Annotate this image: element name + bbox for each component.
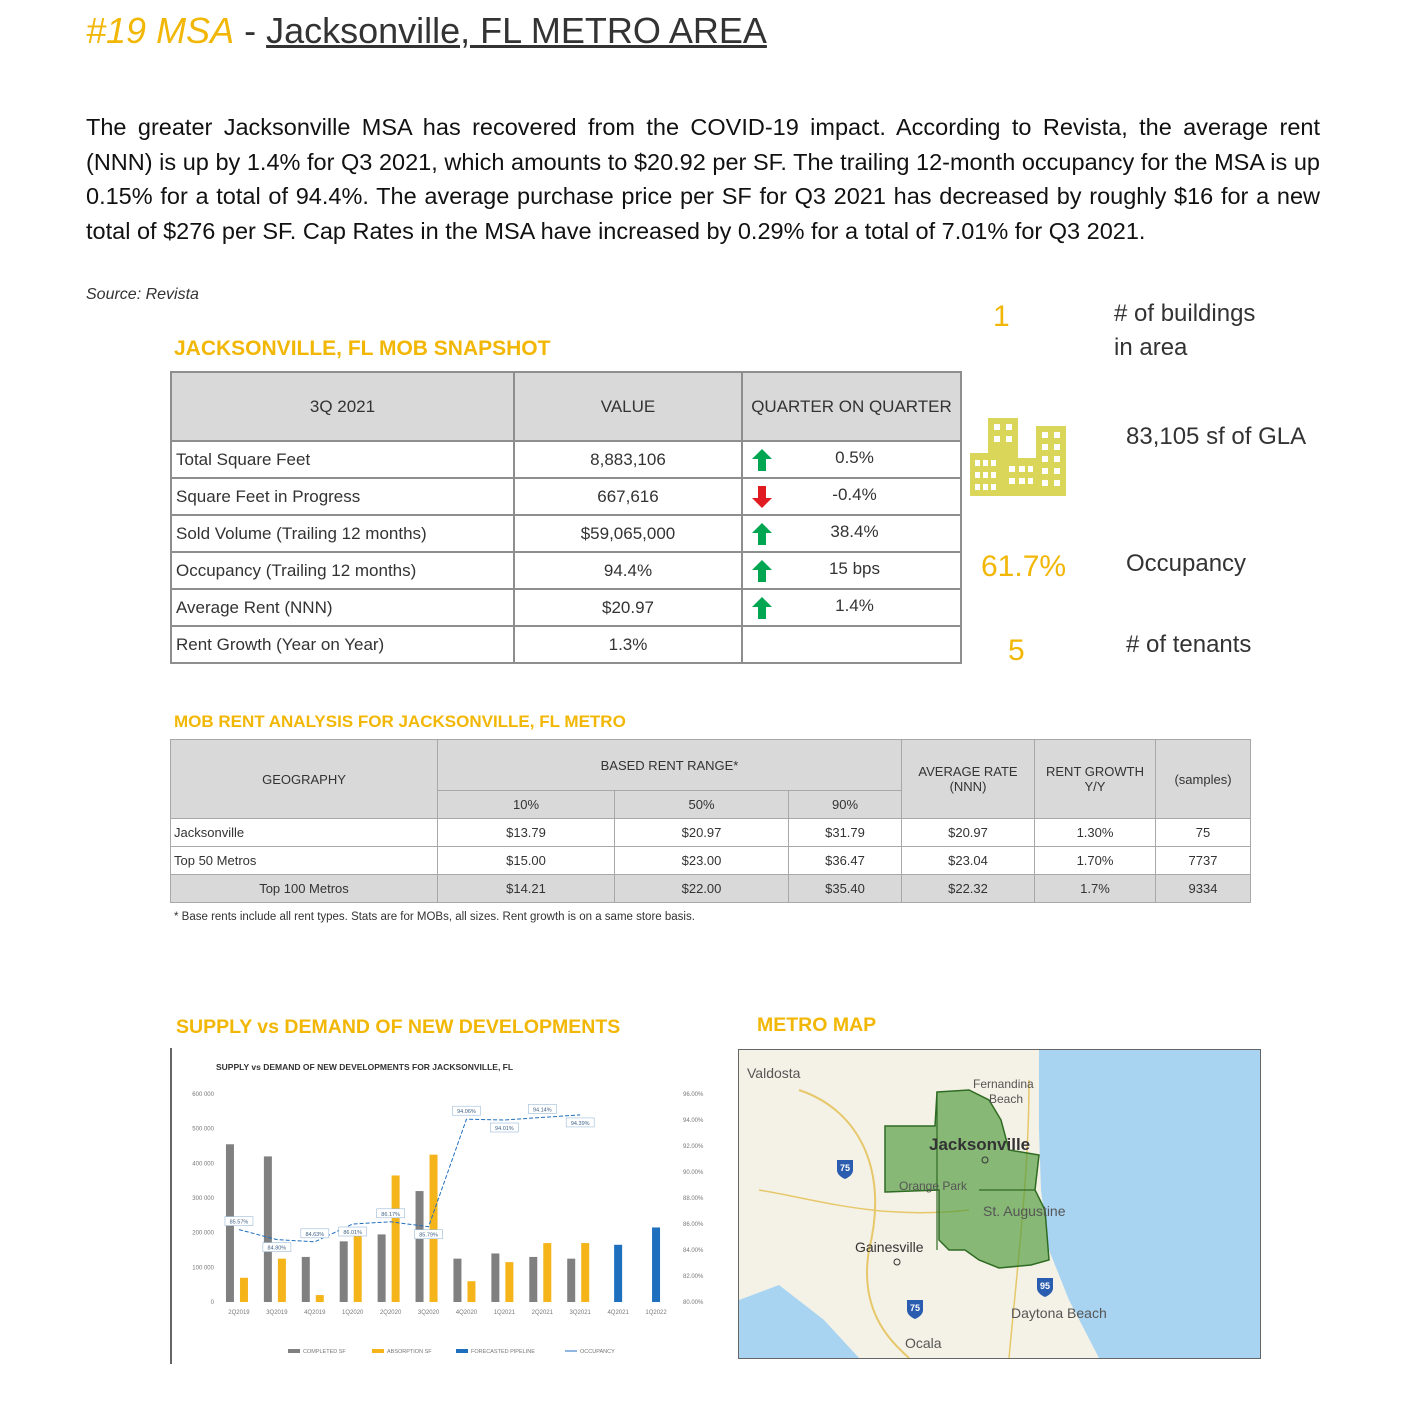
y2-tick-label: 90.00% bbox=[683, 1170, 704, 1176]
chart-title: SUPPLY vs DEMAND OF NEW DEVELOPMENTS FOR JACKSONVILLE, FL bbox=[216, 1062, 514, 1072]
bar-completed bbox=[491, 1253, 499, 1302]
y-tick-label: 600 000 bbox=[192, 1092, 214, 1098]
legend-swatch bbox=[456, 1349, 468, 1353]
occupancy-data-label: 85.57% bbox=[229, 1219, 249, 1226]
snapshot-label: Rent Growth (Year on Year) bbox=[171, 626, 514, 663]
rent-cell-p10: $14.21 bbox=[438, 875, 615, 903]
buildings-count: 1 bbox=[993, 300, 1010, 333]
snapshot-value: 667,616 bbox=[514, 478, 742, 515]
snapshot-change-cell bbox=[742, 626, 961, 663]
map-label-ocala: Ocala bbox=[905, 1335, 942, 1351]
legend-label: ABSORPTION SF bbox=[387, 1349, 432, 1355]
legend-swatch bbox=[288, 1349, 300, 1353]
map-label-fernandina-1: Fernandina bbox=[973, 1077, 1034, 1091]
metro-area-name: Jacksonville, FL METRO AREA bbox=[266, 10, 767, 51]
legend-swatch bbox=[372, 1349, 384, 1353]
y2-tick-label: 86.00% bbox=[683, 1222, 704, 1228]
bar-completed bbox=[529, 1257, 537, 1302]
rent-analysis-title: MOB RENT ANALYSIS FOR JACKSONVILLE, FL METRO bbox=[174, 712, 626, 731]
x-tick-label: 1Q2020 bbox=[342, 1310, 364, 1316]
rent-cell-p90: $36.47 bbox=[789, 847, 902, 875]
bar-absorption bbox=[278, 1259, 286, 1302]
buildings-label bbox=[1114, 297, 1255, 365]
metro-map bbox=[738, 1049, 1261, 1359]
rent-cell-p10: $15.00 bbox=[438, 847, 615, 875]
x-tick-label: 4Q2020 bbox=[455, 1310, 478, 1316]
bar-absorption bbox=[430, 1155, 438, 1302]
buildings-label-line2: in area bbox=[1114, 334, 1188, 361]
snapshot-change: 1.4% bbox=[835, 595, 874, 615]
bar-forecast bbox=[652, 1227, 660, 1302]
occupancy-data-label: 94.39% bbox=[570, 1120, 590, 1127]
snapshot-label: Occupancy (Trailing 12 months) bbox=[171, 552, 514, 589]
y-tick-label: 0 bbox=[210, 1300, 214, 1306]
x-tick-label: 1Q2022 bbox=[645, 1310, 667, 1316]
arrow-up-icon bbox=[751, 522, 773, 546]
x-tick-label: 2Q2019 bbox=[228, 1310, 250, 1316]
y2-tick-label: 94.00% bbox=[683, 1118, 704, 1124]
map-label-daytona: Daytona Beach bbox=[1011, 1305, 1107, 1321]
bar-absorption bbox=[467, 1281, 475, 1302]
rent-cell-avg: $23.04 bbox=[902, 847, 1035, 875]
rent-cell-p50: $20.97 bbox=[615, 819, 789, 847]
map-label-st-augustine: St. Augustine bbox=[983, 1203, 1066, 1219]
snapshot-table bbox=[170, 371, 962, 664]
y-tick-label: 100 000 bbox=[192, 1265, 214, 1272]
bar-completed bbox=[340, 1241, 348, 1302]
bar-forecast bbox=[614, 1245, 622, 1302]
rent-header-growth-l2: Y/Y bbox=[1084, 779, 1106, 794]
occupancy-data-label: 86.17% bbox=[381, 1211, 400, 1218]
rent-row bbox=[171, 819, 1251, 847]
x-tick-label: 3Q2021 bbox=[569, 1310, 591, 1316]
snapshot-value: $59,065,000 bbox=[514, 515, 742, 552]
arrow-down-icon bbox=[751, 485, 773, 509]
rent-header-p10: 10% bbox=[438, 791, 615, 819]
occupancy-data-label: 85.79% bbox=[419, 1232, 438, 1239]
snapshot-title: JACKSONVILLE, FL MOB SNAPSHOT bbox=[174, 337, 551, 360]
snapshot-label: Square Feet in Progress bbox=[171, 478, 514, 515]
bar-absorption bbox=[505, 1262, 513, 1302]
map-label-valdosta: Valdosta bbox=[747, 1065, 801, 1081]
snapshot-label: Sold Volume (Trailing 12 months) bbox=[171, 515, 514, 552]
snapshot-change-cell bbox=[742, 515, 961, 552]
snapshot-change: 0.5% bbox=[835, 447, 874, 467]
x-tick-label: 2Q2021 bbox=[531, 1310, 553, 1316]
snapshot-row bbox=[171, 441, 961, 478]
snapshot-value: 8,883,106 bbox=[514, 441, 742, 478]
snapshot-change-cell bbox=[742, 478, 961, 515]
occupancy-data-label: 94.14% bbox=[532, 1107, 552, 1114]
rent-cell-growth: 1.7% bbox=[1035, 875, 1156, 903]
rent-header-growth bbox=[1035, 740, 1156, 819]
rent-header-growth-l1: RENT GROWTH bbox=[1046, 764, 1144, 779]
rent-row bbox=[171, 847, 1251, 875]
legend-label: COMPLETED SF bbox=[303, 1349, 346, 1355]
rent-header-samples: (samples) bbox=[1156, 740, 1251, 819]
occupancy-data-label: 94.06% bbox=[457, 1109, 476, 1116]
map-label-fernandina-2: Beach bbox=[989, 1092, 1024, 1106]
bar-completed bbox=[264, 1156, 272, 1302]
snapshot-row bbox=[171, 589, 961, 626]
y2-tick-label: 96.00% bbox=[683, 1092, 704, 1098]
msa-rank: #19 MSA bbox=[86, 10, 235, 51]
arrow-up-icon bbox=[751, 559, 773, 583]
rent-header-average bbox=[902, 740, 1035, 819]
rent-cell-p10: $13.79 bbox=[438, 819, 615, 847]
snapshot-value: 1.3% bbox=[514, 626, 742, 663]
map-label-jacksonville: Jacksonville bbox=[929, 1135, 1031, 1154]
rent-header-range: BASED RENT RANGE* bbox=[438, 740, 902, 791]
occupancy-data-label: 86.01% bbox=[343, 1230, 363, 1236]
snapshot-change: 38.4% bbox=[830, 521, 879, 541]
occupancy-data-label: 84.80% bbox=[267, 1245, 287, 1252]
rent-header-average-l2: (NNN) bbox=[949, 779, 987, 794]
y-tick-label: 500 000 bbox=[192, 1126, 214, 1133]
rent-footnote: * Base rents include all rent types. Stats are for MOBs, all sizes. Rent growth is on a same store basis. bbox=[174, 911, 695, 923]
rent-cell-geo: Top 100 Metros bbox=[171, 875, 438, 903]
buildings-label-line1: # of buildings bbox=[1114, 300, 1256, 327]
x-tick-label: 4Q2019 bbox=[304, 1310, 326, 1316]
tenants-count: 5 bbox=[1008, 634, 1025, 667]
rent-header-geography: GEOGRAPHY bbox=[171, 740, 438, 819]
rent-cell-samples: 9334 bbox=[1156, 875, 1251, 903]
rent-cell-p90: $31.79 bbox=[789, 819, 902, 847]
supply-demand-chart bbox=[170, 1048, 710, 1364]
interstate-75-south-label: 75 bbox=[909, 1303, 921, 1313]
map-label-orange-park: Orange Park bbox=[899, 1179, 968, 1193]
rent-cell-samples: 75 bbox=[1156, 819, 1251, 847]
snapshot-row bbox=[171, 552, 961, 589]
rent-analysis-table bbox=[170, 739, 1251, 903]
snapshot-change-cell bbox=[742, 441, 961, 478]
interstate-95-label: 95 bbox=[1039, 1281, 1051, 1291]
snapshot-label: Average Rent (NNN) bbox=[171, 589, 514, 626]
rent-cell-geo: Top 50 Metros bbox=[171, 847, 438, 875]
rent-cell-geo: Jacksonville bbox=[171, 819, 438, 847]
rent-header-p90: 90% bbox=[789, 791, 902, 819]
rent-cell-avg: $22.32 bbox=[902, 875, 1035, 903]
rent-cell-p90: $35.40 bbox=[789, 875, 902, 903]
bar-absorption bbox=[240, 1278, 248, 1302]
y2-tick-label: 84.00% bbox=[683, 1248, 704, 1254]
y2-tick-label: 82.00% bbox=[683, 1274, 704, 1280]
rent-cell-avg: $20.97 bbox=[902, 819, 1035, 847]
bar-completed bbox=[453, 1259, 461, 1302]
title-dash: - bbox=[234, 10, 267, 51]
snapshot-row bbox=[171, 515, 961, 552]
bar-absorption bbox=[392, 1175, 400, 1302]
bar-absorption bbox=[316, 1295, 324, 1302]
bar-absorption bbox=[543, 1243, 551, 1302]
snapshot-change: 15 bps bbox=[828, 558, 881, 578]
occupancy-data-label: 94.01% bbox=[495, 1126, 514, 1132]
snapshot-change-cell bbox=[742, 589, 961, 626]
bar-completed bbox=[567, 1259, 575, 1302]
rent-cell-p50: $22.00 bbox=[615, 875, 789, 903]
y-tick-label: 200 000 bbox=[192, 1230, 214, 1237]
supply-demand-title: SUPPLY vs DEMAND OF NEW DEVELOPMENTS bbox=[176, 1016, 621, 1038]
rent-cell-p50: $23.00 bbox=[615, 847, 789, 875]
snapshot-change: -0.4% bbox=[832, 484, 877, 504]
tenants-label: # of tenants bbox=[1126, 631, 1252, 658]
x-tick-label: 3Q2019 bbox=[266, 1310, 288, 1316]
snapshot-header-qoq: QUARTER ON QUARTER bbox=[742, 372, 961, 441]
x-tick-label: 4Q2021 bbox=[607, 1310, 629, 1316]
rent-cell-samples: 7737 bbox=[1156, 847, 1251, 875]
metro-map-title: METRO MAP bbox=[757, 1014, 877, 1036]
rent-cell-growth: 1.70% bbox=[1035, 847, 1156, 875]
y-tick-label: 300 000 bbox=[192, 1196, 214, 1202]
x-tick-label: 3Q2020 bbox=[417, 1310, 440, 1316]
y-tick-label: 400 000 bbox=[192, 1161, 214, 1168]
legend-label: OCCUPANCY bbox=[580, 1349, 615, 1355]
snapshot-row bbox=[171, 478, 961, 515]
y2-tick-label: 92.00% bbox=[683, 1144, 704, 1150]
rent-row bbox=[171, 875, 1251, 903]
rent-header-p50: 50% bbox=[615, 791, 789, 819]
snapshot-row bbox=[171, 626, 961, 663]
rent-cell-growth: 1.30% bbox=[1035, 819, 1156, 847]
bar-absorption bbox=[354, 1233, 362, 1302]
snapshot-value: $20.97 bbox=[514, 589, 742, 626]
occupancy-data-label: 84.63% bbox=[305, 1231, 325, 1238]
bar-completed bbox=[302, 1257, 310, 1302]
y2-tick-label: 88.00% bbox=[683, 1196, 704, 1202]
interstate-75-label: 75 bbox=[839, 1163, 851, 1173]
gla-label: 83,105 sf of GLA bbox=[1126, 423, 1307, 450]
snapshot-value: 94.4% bbox=[514, 552, 742, 589]
occupancy-line bbox=[239, 1115, 580, 1242]
source-note: Source: Revista bbox=[86, 286, 199, 303]
snapshot-header-period: 3Q 2021 bbox=[171, 372, 514, 441]
map-label-gainesville: Gainesville bbox=[855, 1239, 924, 1255]
arrow-up-icon bbox=[751, 448, 773, 472]
rent-header-average-l1: AVERAGE RATE bbox=[918, 764, 1018, 779]
bar-completed bbox=[378, 1234, 386, 1302]
bar-completed bbox=[416, 1191, 424, 1302]
arrow-up-icon bbox=[751, 596, 773, 620]
intro-paragraph: The greater Jacksonville MSA has recovered from the COVID-19 impact. According to Revista, the average rent (NNN) is up by 1.4% for Q3 2021, which amounts to $20.92 per SF. The trailing 12-month occupancy for the MSA is up 0.15% for a total of 94.4%. The average purchase price per SF for Q3 2021 has decreased by roughly $16 for a new total of $276 per SF. Cap Rates in the MSA have increased by 0.29% for a total of 7.01% for Q3 2021. bbox=[86, 114, 1320, 244]
snapshot-label: Total Square Feet bbox=[171, 441, 514, 478]
snapshot-change-cell bbox=[742, 552, 961, 589]
occupancy-label: Occupancy bbox=[1126, 550, 1247, 577]
legend-label: FORECASTED PIPELINE bbox=[471, 1349, 535, 1355]
page-title bbox=[86, 10, 767, 52]
snapshot-header-value: VALUE bbox=[514, 372, 742, 441]
x-tick-label: 2Q2020 bbox=[379, 1310, 402, 1316]
y2-tick-label: 80.00% bbox=[683, 1300, 704, 1306]
x-tick-label: 1Q2021 bbox=[493, 1310, 516, 1316]
occupancy-value: 61.7% bbox=[981, 550, 1067, 583]
bar-absorption bbox=[581, 1243, 589, 1302]
buildings-icon bbox=[970, 418, 1070, 498]
